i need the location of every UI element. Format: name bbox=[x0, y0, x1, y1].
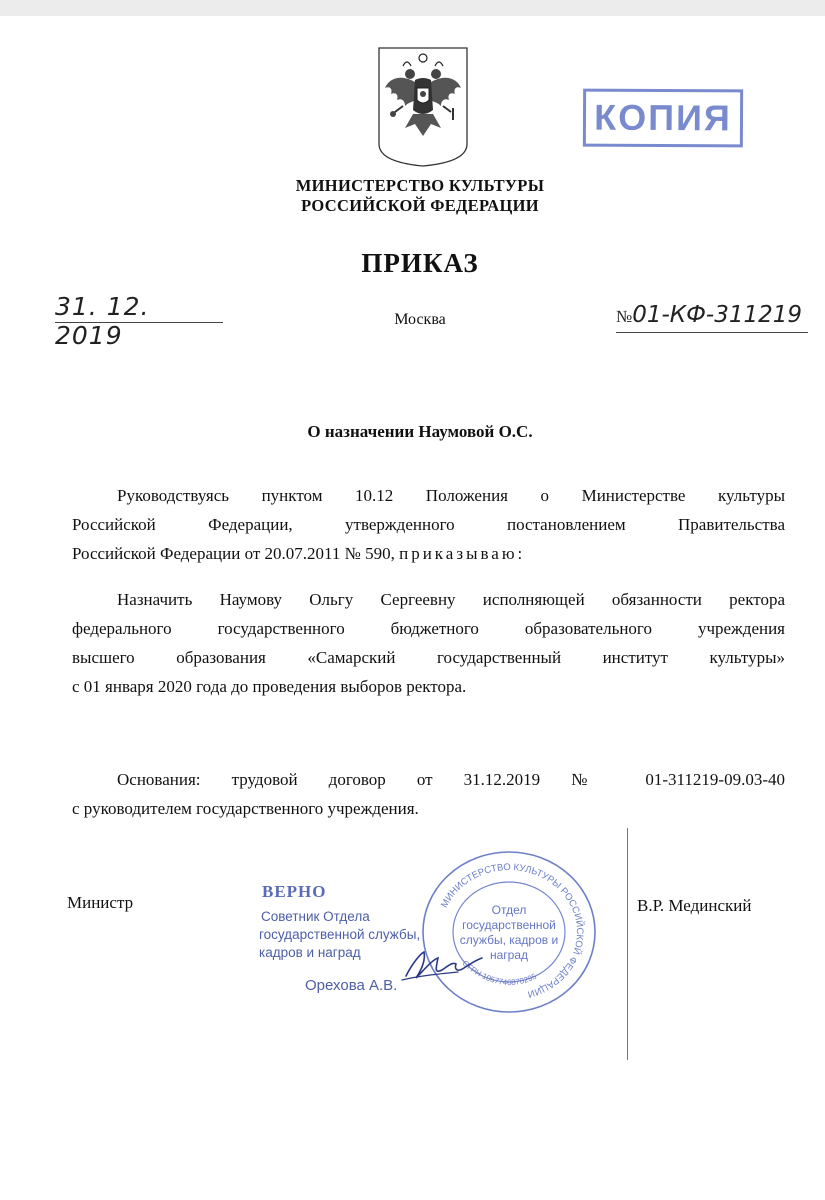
divider-line bbox=[627, 828, 628, 1060]
certification-line: государственной службы, bbox=[259, 927, 421, 942]
paragraph-basis bbox=[72, 481, 785, 568]
handwritten-order-number: 01-КФ-311219 bbox=[632, 302, 803, 328]
signatory-name: В.Р. Мединский bbox=[637, 896, 752, 915]
paragraph-line bbox=[72, 539, 785, 568]
certification-line: Советник Отдела bbox=[261, 909, 370, 924]
seal-center-line: наград bbox=[489, 948, 529, 962]
official-seal bbox=[420, 848, 598, 1016]
paragraph-line: Основания: трудовой договор от 31.12.2019 № 01-311219-09.03-40 bbox=[117, 770, 785, 789]
paragraph-line: Российской Федерации, утвержденного постановлением Правительства bbox=[72, 515, 785, 534]
signatory-title: Министр bbox=[67, 893, 134, 912]
number-sign: № bbox=[616, 307, 633, 326]
paragraph-appointment bbox=[72, 585, 785, 701]
seal-center-line: Отдел bbox=[491, 903, 527, 917]
seal-center-line: государственной bbox=[462, 918, 556, 932]
seal-ogrn-text: ОГРН 1057746870295 bbox=[460, 958, 538, 988]
paragraph-line: федерального государственного бюджетного образовательного учреждения bbox=[72, 619, 785, 638]
state-emblem-icon bbox=[375, 44, 471, 168]
handwritten-signature bbox=[398, 940, 488, 990]
order-verb: приказываю: bbox=[399, 544, 526, 563]
paragraph-line: с 01 января 2020 года до проведения выборов ректора. bbox=[72, 677, 467, 696]
seal-center-line: службы, кадров и bbox=[459, 933, 559, 947]
paragraph-line: с руководителем государственного учреждения. bbox=[72, 799, 419, 818]
handwritten-date: 31. 12. 2019 bbox=[55, 292, 223, 323]
certification-line: кадров и наград bbox=[259, 945, 361, 960]
paragraph-line: Руководствуясь пунктом 10.12 Положения о Министерстве культуры bbox=[117, 486, 785, 505]
certification-name: Орехова А.В. bbox=[305, 977, 398, 994]
paragraph-grounds bbox=[72, 765, 785, 823]
paragraph-line: Назначить Наумову Ольгу Сергеевну исполняющей обязанности ректора bbox=[117, 590, 785, 609]
ministry-header bbox=[250, 176, 590, 216]
copy-stamp: КОПИЯ bbox=[583, 89, 743, 148]
paragraph-line-text: Российской Федерации от 20.07.2011 № 590, bbox=[72, 544, 395, 563]
paragraph-line: высшего образования «Самарский государственный институт культуры» bbox=[72, 648, 785, 667]
order-number bbox=[616, 302, 808, 333]
ministry-line-2: РОССИЙСКОЙ ФЕДЕРАЦИИ bbox=[301, 196, 539, 215]
certification-verno: ВЕРНО bbox=[262, 882, 327, 901]
top-margin-strip bbox=[0, 0, 825, 16]
city-label: Москва bbox=[394, 311, 446, 328]
order-subject: О назначении Наумовой О.С. bbox=[307, 422, 533, 441]
ministry-line-1: МИНИСТЕРСТВО КУЛЬТУРЫ bbox=[295, 176, 545, 195]
document-type-title: ПРИКАЗ bbox=[361, 248, 479, 278]
seal-ring-text: МИНИСТЕРСТВО КУЛЬТУРЫ РОССИЙСКОЙ ФЕДЕРАЦИИ bbox=[439, 861, 586, 1000]
